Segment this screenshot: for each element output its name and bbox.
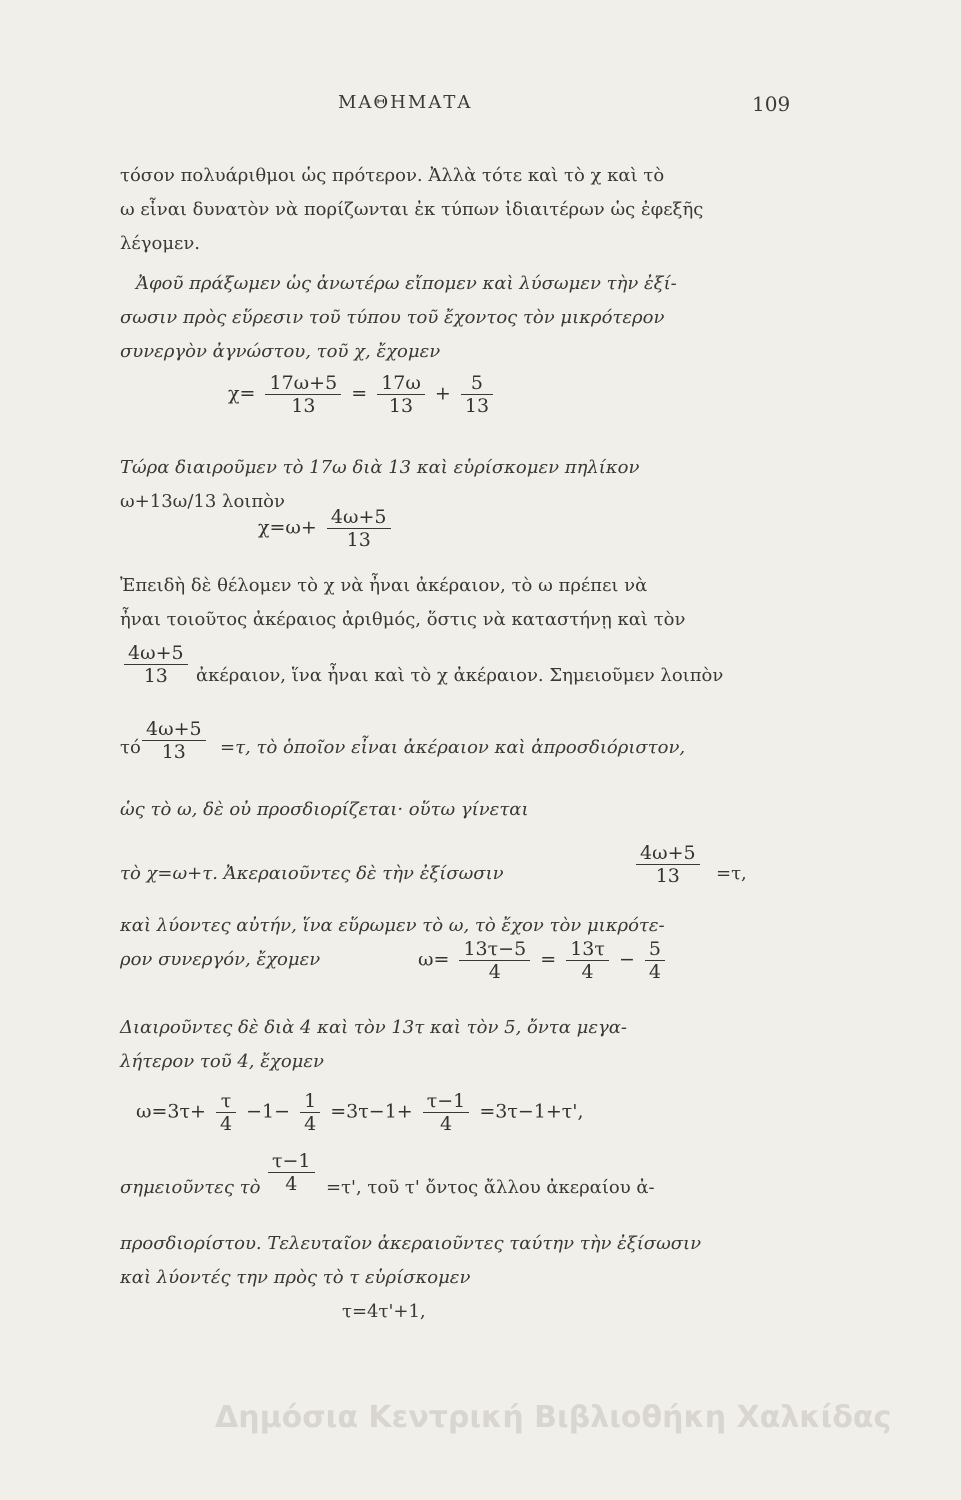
text-line: καὶ λύοντές την πρὸς τὸ τ εὑρίσκομεν — [120, 1267, 471, 1288]
text-line: Διαιροῦντες δὲ διὰ 4 καὶ τὸν 13τ καὶ τὸν 5, ὄντα μεγα- — [120, 1017, 627, 1038]
inline-fraction — [120, 642, 192, 687]
numerator: 4ω+5 — [640, 842, 696, 864]
text-line: Ἀφοῦ πράξωμεν ὡς ἀνωτέρω εἴπομεν καὶ λύσωμεν τὴν ἐξί- — [136, 273, 677, 294]
fraction — [124, 642, 188, 687]
equals-sign: = — [540, 948, 557, 971]
numerator: 13τ — [570, 938, 605, 960]
numerator: 4ω+5 — [330, 506, 387, 528]
plus-sign: + — [434, 382, 451, 405]
text-line: τὸ χ=ω+τ. Ἀκεραιοῦντες δὲ τὴν ἐξίσωσιν — [120, 863, 504, 884]
fraction — [216, 1090, 236, 1135]
text-line: ἦναι τοιοῦτος ἀκέραιος ἀριθμός, ὅστις νὰ καταστήνῃ καὶ τὸν — [120, 609, 686, 630]
text-line: λήτερον τοῦ 4, ἔχομεν — [120, 1051, 324, 1072]
denominator: 4 — [268, 1172, 315, 1195]
text-line: τό — [120, 737, 141, 758]
text-line: ω+13ω/13 λοιπὸν — [120, 491, 285, 512]
fraction — [265, 372, 341, 417]
inline-fraction — [264, 1150, 319, 1195]
text-line: σημειοῦντες τὸ — [120, 1177, 261, 1198]
eq-w-lhs: ω= — [418, 948, 450, 971]
numerator: 4ω+5 — [128, 642, 184, 664]
equation-x-omega — [258, 506, 395, 551]
numerator: 13τ−5 — [463, 938, 527, 960]
text-line: =τ', τοῦ τ' ὄντος ἄλλου ἀκεραίου ἀ- — [326, 1177, 655, 1198]
denominator: 13 — [124, 664, 188, 687]
minus-sign: − — [618, 948, 635, 971]
equation-omega — [418, 938, 669, 983]
fraction — [423, 1090, 470, 1135]
numerator: 4ω+5 — [146, 718, 202, 740]
fraction — [142, 718, 206, 763]
numerator: 1 — [304, 1090, 317, 1112]
denominator: 4 — [216, 1112, 236, 1135]
text-line: Τώρα διαιροῦμεν τὸ 17ω διὰ 13 καὶ εὑρίσκομεν πηλίκον — [120, 457, 640, 478]
equation-x-fraction — [228, 372, 497, 417]
text-line: συνεργὸν ἀγνώστου, τοῦ χ, ἔχομεν — [120, 341, 441, 362]
denominator: 4 — [459, 960, 530, 983]
eq-w2-mid2: =3τ−1+ — [330, 1100, 413, 1123]
text-line: Ἐπειδὴ δὲ θέλομεν τὸ χ νὰ ἦναι ἀκέραιον, τὸ ω πρέπει νὰ — [120, 575, 648, 596]
text-line: τόσον πολυάριθμοι ὡς πρότερον. Ἀλλὰ τότε καὶ τὸ χ καὶ τὸ — [120, 165, 665, 186]
eq-w2-mid: −1− — [246, 1100, 291, 1123]
text-line: τ=4τ'+1, — [342, 1301, 426, 1322]
denominator: 4 — [423, 1112, 470, 1135]
text-line: ἀκέραιον, ἵνα ἦναι καὶ τὸ χ ἀκέραιον. Σημειοῦμεν λοιπὸν — [196, 665, 724, 686]
numerator: τ — [220, 1090, 232, 1112]
inline-fraction — [138, 718, 210, 763]
eq-w2-rhs: =3τ−1+τ', — [479, 1100, 584, 1123]
eq-x-lhs: χ= — [228, 382, 256, 405]
text-line: λέγομεν. — [120, 233, 201, 254]
library-watermark: Δημόσια Κεντρική Βιβλιοθήκη Χαλκίδας — [215, 1400, 892, 1435]
fraction — [461, 372, 493, 417]
denominator: 13 — [142, 740, 206, 763]
page-number: 109 — [752, 92, 791, 116]
numerator: τ−1 — [426, 1090, 466, 1112]
eq-w2-lhs: ω=3τ+ — [136, 1100, 206, 1123]
running-header-title: ΜΑΘΗΜΑΤΑ — [338, 92, 473, 113]
text-line: ρον συνεργόν, ἔχομεν — [120, 949, 321, 970]
fraction — [377, 372, 425, 417]
text-line: καὶ λύοντες αὐτήν, ἵνα εὕρωμεν τὸ ω, τὸ ἔχον τὸν μικρότε- — [120, 915, 665, 936]
denominator: 4 — [300, 1112, 320, 1135]
numerator: 17ω — [381, 372, 421, 394]
denominator: 13 — [265, 394, 341, 417]
equals-sign: = — [351, 382, 368, 405]
text-line: προσδιορίστου. Τελευταῖον ἀκεραιοῦντες ταύτην τὴν ἐξίσωσιν — [120, 1233, 702, 1254]
text-line: ὡς τὸ ω, δὲ οὐ προσδιορίζεται· οὕτω γίνεται — [120, 799, 529, 820]
text-line: ω εἶναι δυνατὸν νὰ πορίζωνται ἐκ τύπων ἰδιαιτέρων ὡς ἐφεξῆς — [120, 199, 704, 220]
denominator: 4 — [645, 960, 665, 983]
text-line: =τ, — [716, 863, 747, 884]
denominator: 13 — [327, 528, 391, 551]
denominator: 13 — [636, 864, 700, 887]
denominator: 4 — [566, 960, 609, 983]
inline-fraction — [632, 842, 704, 887]
numerator: τ−1 — [272, 1150, 311, 1172]
eq-x2-lhs: χ=ω+ — [258, 516, 317, 539]
text-line: =τ, τὸ ὁποῖον εἶναι ἀκέραιον καὶ ἀπροσδιόριστον, — [220, 737, 686, 758]
equation-omega-expanded — [136, 1090, 584, 1135]
denominator: 13 — [461, 394, 493, 417]
fraction — [268, 1150, 315, 1195]
numerator: 5 — [470, 372, 484, 394]
fraction — [327, 506, 391, 551]
fraction — [300, 1090, 320, 1135]
numerator: 5 — [648, 938, 661, 960]
numerator: 17ω+5 — [269, 372, 338, 394]
fraction — [566, 938, 609, 983]
fraction — [645, 938, 665, 983]
denominator: 13 — [377, 394, 425, 417]
text-line: σωσιν πρὸς εὕρεσιν τοῦ τύπου τοῦ ἔχοντος τὸν μικρότερον — [120, 307, 665, 328]
fraction — [636, 842, 700, 887]
fraction — [459, 938, 530, 983]
